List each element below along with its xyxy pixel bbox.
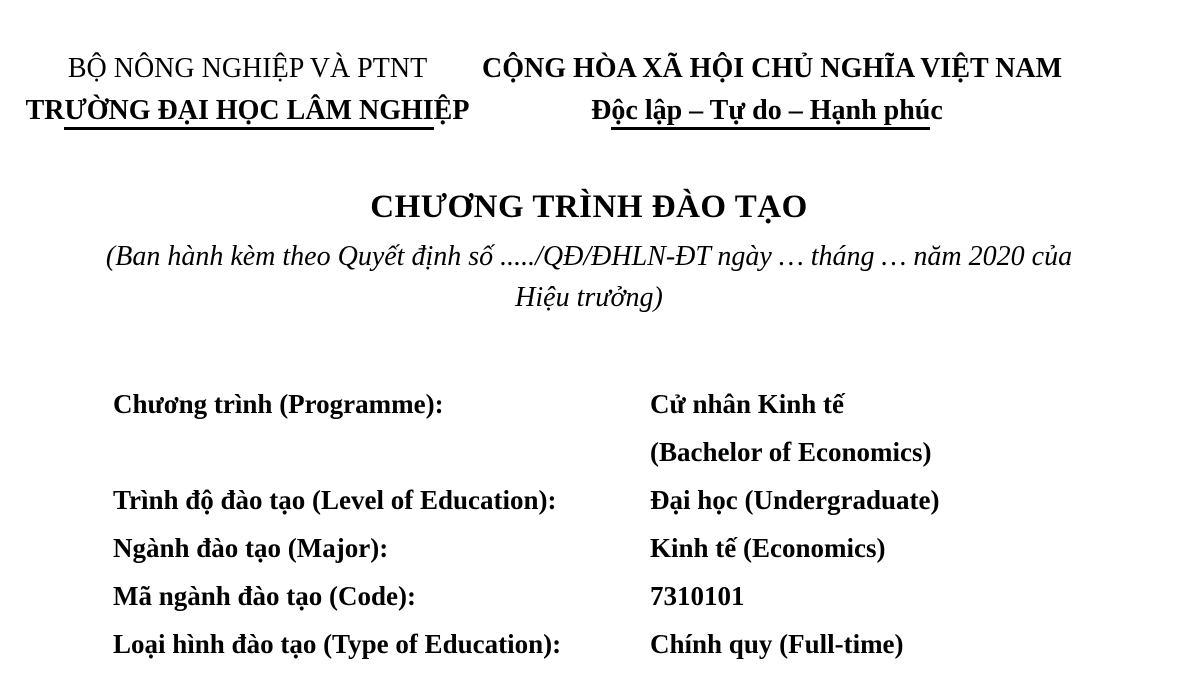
country-title: CỘNG HÒA XÃ HỘI CHỦ NGHĨA VIỆT NAM bbox=[482, 53, 1063, 84]
detail-row-major bbox=[0, 524, 1178, 572]
university-name-underlined: ƯỜNG ĐẠI HỌC LÂM NGHI bbox=[64, 95, 433, 130]
programme-value-english: (Bachelor of Economics) bbox=[650, 437, 932, 467]
issuance-note bbox=[0, 236, 1178, 318]
national-motto-pre: Đ bbox=[591, 95, 612, 126]
code-label: Mã ngành đào tạo (Code): bbox=[113, 581, 417, 611]
ministry-name: BỘ NÔNG NGHIỆP VÀ PTNT bbox=[67, 53, 428, 84]
type-value: Chính quy (Full-time) bbox=[650, 629, 904, 659]
programme-details bbox=[0, 380, 1178, 668]
level-label: Trình độ đào tạo (Level of Education): bbox=[113, 485, 557, 515]
national-header-block bbox=[482, 48, 1063, 132]
issuance-note-line1: (Ban hành kèm theo Quyết định số ...../QĐ/ĐHLN-ĐT ngày … tháng … năm 2020 của bbox=[105, 241, 1073, 272]
programme-label-spacer bbox=[113, 428, 650, 476]
detail-row-programme-en bbox=[0, 428, 1178, 476]
detail-row-type bbox=[0, 620, 1178, 668]
programme-label: Chương trình (Programme): bbox=[113, 389, 444, 419]
university-name-pre: TR bbox=[25, 95, 65, 126]
major-label: Ngành đào tạo (Major): bbox=[113, 533, 389, 563]
issuance-note-line2: Hiệu trưởng) bbox=[515, 282, 663, 313]
programme-value: Cử nhân Kinh tế bbox=[650, 389, 845, 419]
document-header bbox=[0, 48, 1178, 132]
national-motto-underlined: ộc lập – Tự do – Hạnh phú bbox=[611, 95, 930, 130]
type-label: Loại hình đào tạo (Type of Education): bbox=[113, 629, 562, 659]
national-motto-post: c bbox=[930, 95, 943, 126]
code-value: 7310101 bbox=[650, 581, 745, 611]
document-title: CHƯƠNG TRÌNH ĐÀO TẠO bbox=[370, 189, 808, 225]
national-motto bbox=[482, 90, 1052, 132]
major-value: Kinh tế (Economics) bbox=[650, 533, 886, 563]
university-name-post: ỆP bbox=[433, 95, 470, 126]
level-value: Đại học (Undergraduate) bbox=[650, 485, 940, 515]
detail-row-code bbox=[0, 572, 1178, 620]
detail-row-level bbox=[0, 476, 1178, 524]
university-name bbox=[25, 90, 470, 132]
detail-row-programme bbox=[0, 380, 1178, 428]
issuing-org-block bbox=[25, 48, 470, 132]
